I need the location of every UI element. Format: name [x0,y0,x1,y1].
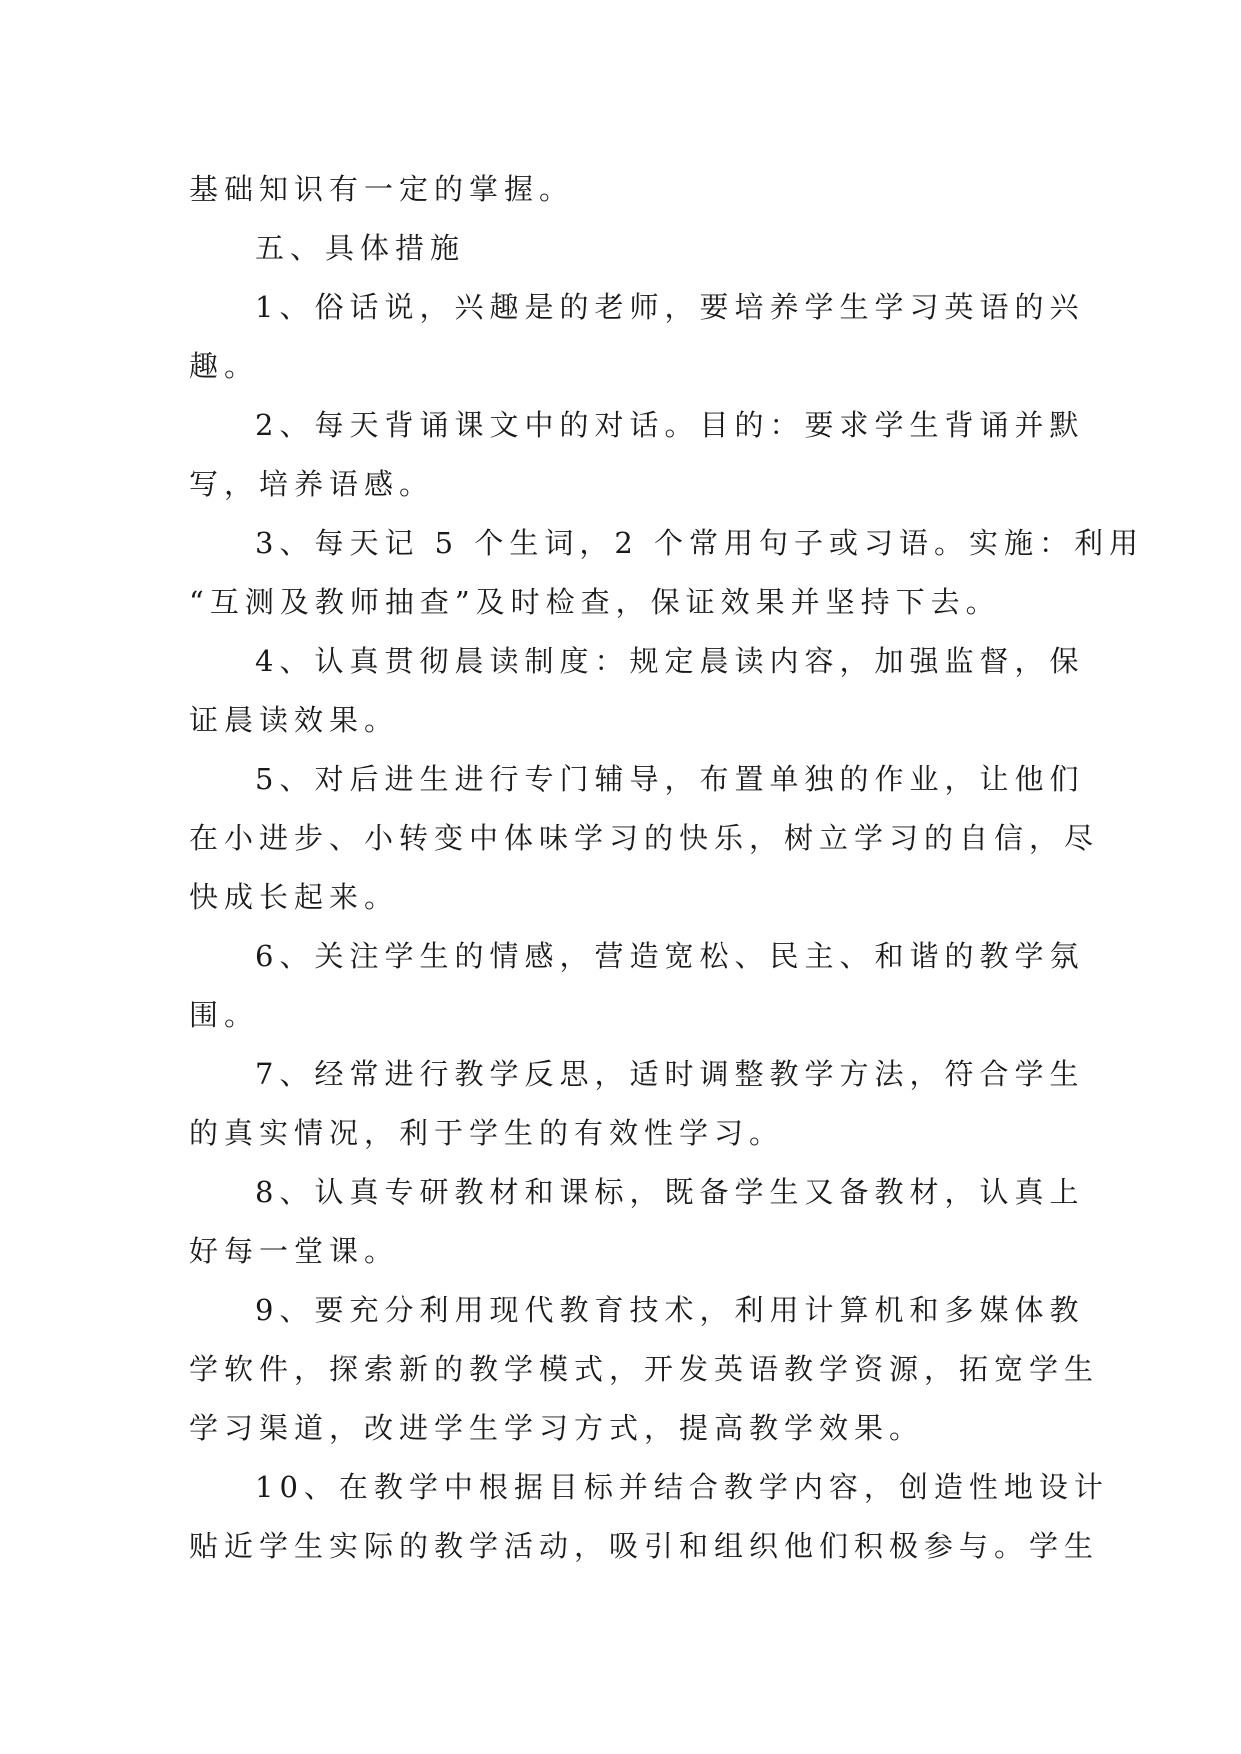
text-line: 写，培养语感。 [189,467,435,501]
text-line: 围。 [189,998,260,1032]
text-line: 2、每天背诵课文中的对话。目的：要求学生背诵并默 [255,408,1085,442]
text-line: 7、经常进行教学反思，适时调整教学方法，符合学生 [255,1057,1085,1091]
text-line: 快成长起来。 [189,880,400,914]
text-line: 9、要充分利用现代教育技术，利用计算机和多媒体教 [255,1293,1085,1327]
text-line: 8、认真专研教材和课标，既备学生又备教材，认真上 [255,1175,1085,1209]
text-line: 在小进步、小转变中体味学习的快乐，树立学习的自信，尽 [189,821,1100,855]
text-line: 基础知识有一定的掌握。 [189,172,575,206]
text-line: 学软件，探索新的教学模式，开发英语教学资源，拓宽学生 [189,1352,1100,1386]
text-line: 趣。 [189,349,260,383]
text-line: 6、关注学生的情感，营造宽松、民主、和谐的教学氛 [255,939,1085,973]
text-line: 学习渠道，改进学生学习方式，提高教学效果。 [189,1411,925,1445]
text-line: 4、认真贯彻晨读制度：规定晨读内容，加强监督，保 [255,644,1085,678]
document-body [189,160,1145,1576]
text-line: 3、每天记 5 个生词，2 个常用句子或习语。实施：利用 [255,526,1145,560]
text-line: 证晨读效果。 [189,703,400,737]
text-line: 5、对后进生进行专门辅导，布置单独的作业，让他们 [255,762,1085,796]
text-line: 1、俗话说，兴趣是的老师，要培养学生学习英语的兴 [255,290,1085,324]
text-line: 贴近学生实际的教学活动，吸引和组织他们积极参与。学生 [189,1529,1100,1563]
section-heading: 五、具体措施 [255,231,466,265]
text-line: 的真实情况，利于学生的有效性学习。 [189,1116,785,1150]
text-line: 好每一堂课。 [189,1234,400,1268]
text-line: 10、在教学中根据目标并结合教学内容，创造性地设计 [255,1470,1109,1504]
text-line: “互测及教师抽查”及时检查，保证效果并坚持下去。 [189,585,1001,619]
